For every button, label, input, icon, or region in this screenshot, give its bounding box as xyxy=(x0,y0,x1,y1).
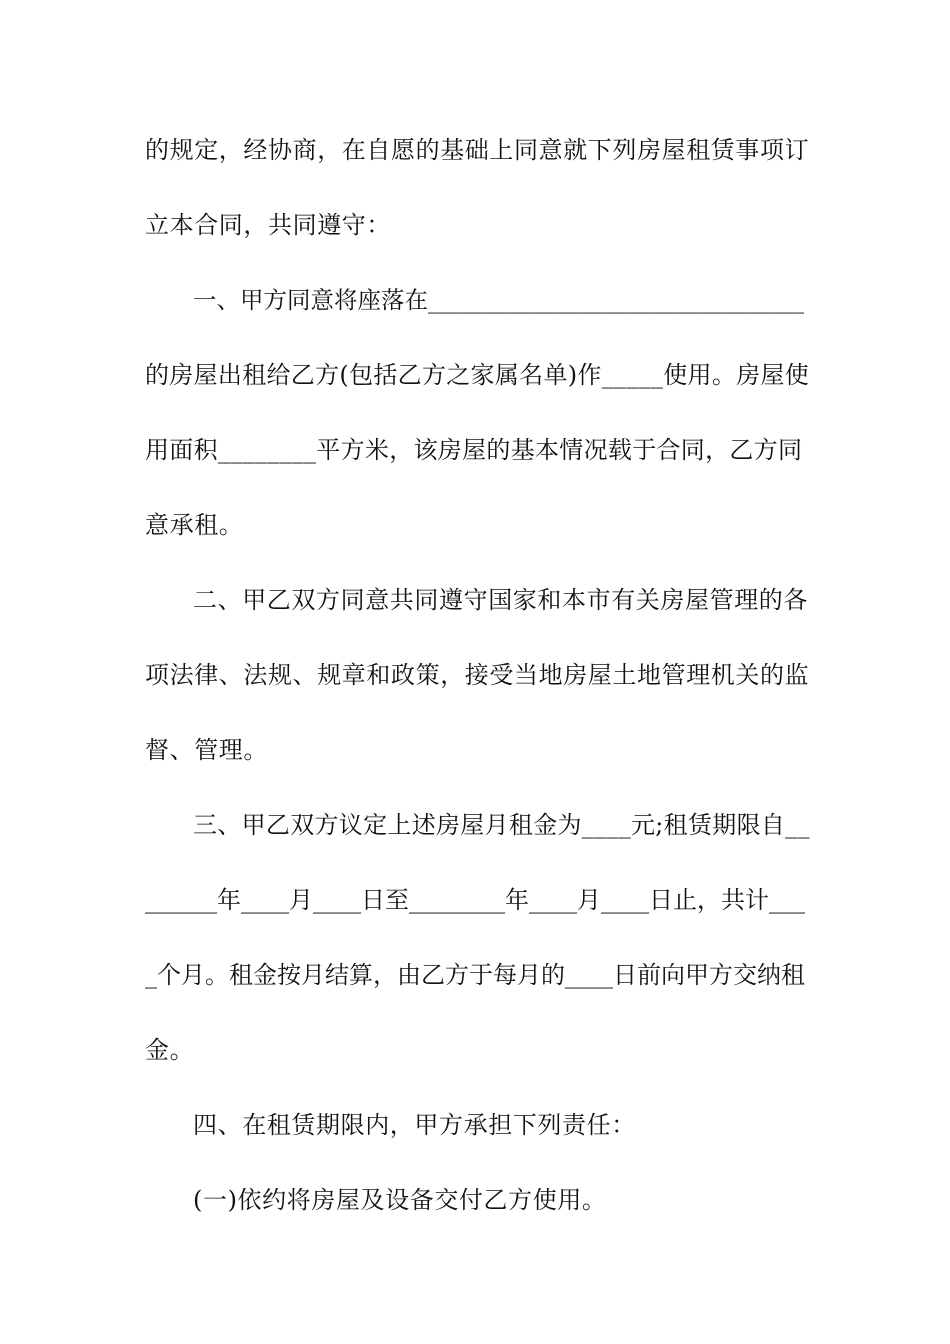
paragraph-line: 用面积________平方米，该房屋的基本情况载于合同，乙方同 xyxy=(145,436,803,464)
clause-2-line: 二、甲乙双方同意共同遵守国家和本市有关房屋管理的各 xyxy=(193,586,808,614)
clause-1-line: 一、甲方同意将座落在________________________________ xyxy=(193,286,804,314)
paragraph-line: 督、管理。 xyxy=(145,736,268,764)
clause-3-line: 三、甲乙双方议定上述房屋月租金为____元;租赁期限自__ xyxy=(193,811,810,839)
paragraph-line: 金。 xyxy=(145,1036,195,1064)
paragraph-line: _个月。租金按月结算，由乙方于每月的____日前向甲方交纳租 xyxy=(145,961,805,989)
paragraph-line: 的房屋出租给乙方(包括乙方之家属名单)作_____使用。房屋使 xyxy=(145,361,810,389)
paragraph-line: 意承租。 xyxy=(145,511,244,539)
paragraph-line: 立本合同，共同遵守： xyxy=(145,211,391,239)
clause-4-line: 四、在租赁期限内，甲方承担下列责任： xyxy=(193,1111,636,1139)
paragraph-line: 项法律、法规、规章和政策，接受当地房屋土地管理机关的监 xyxy=(145,661,810,689)
sub-clause-1-line: (一)依约将房屋及设备交付乙方使用。 xyxy=(193,1186,607,1214)
paragraph-line: 的规定，经协商，在自愿的基础上同意就下列房屋租赁事项订 xyxy=(145,136,810,164)
paragraph-line: ______年____月____日至________年____月____日止，共计___ xyxy=(145,886,805,914)
